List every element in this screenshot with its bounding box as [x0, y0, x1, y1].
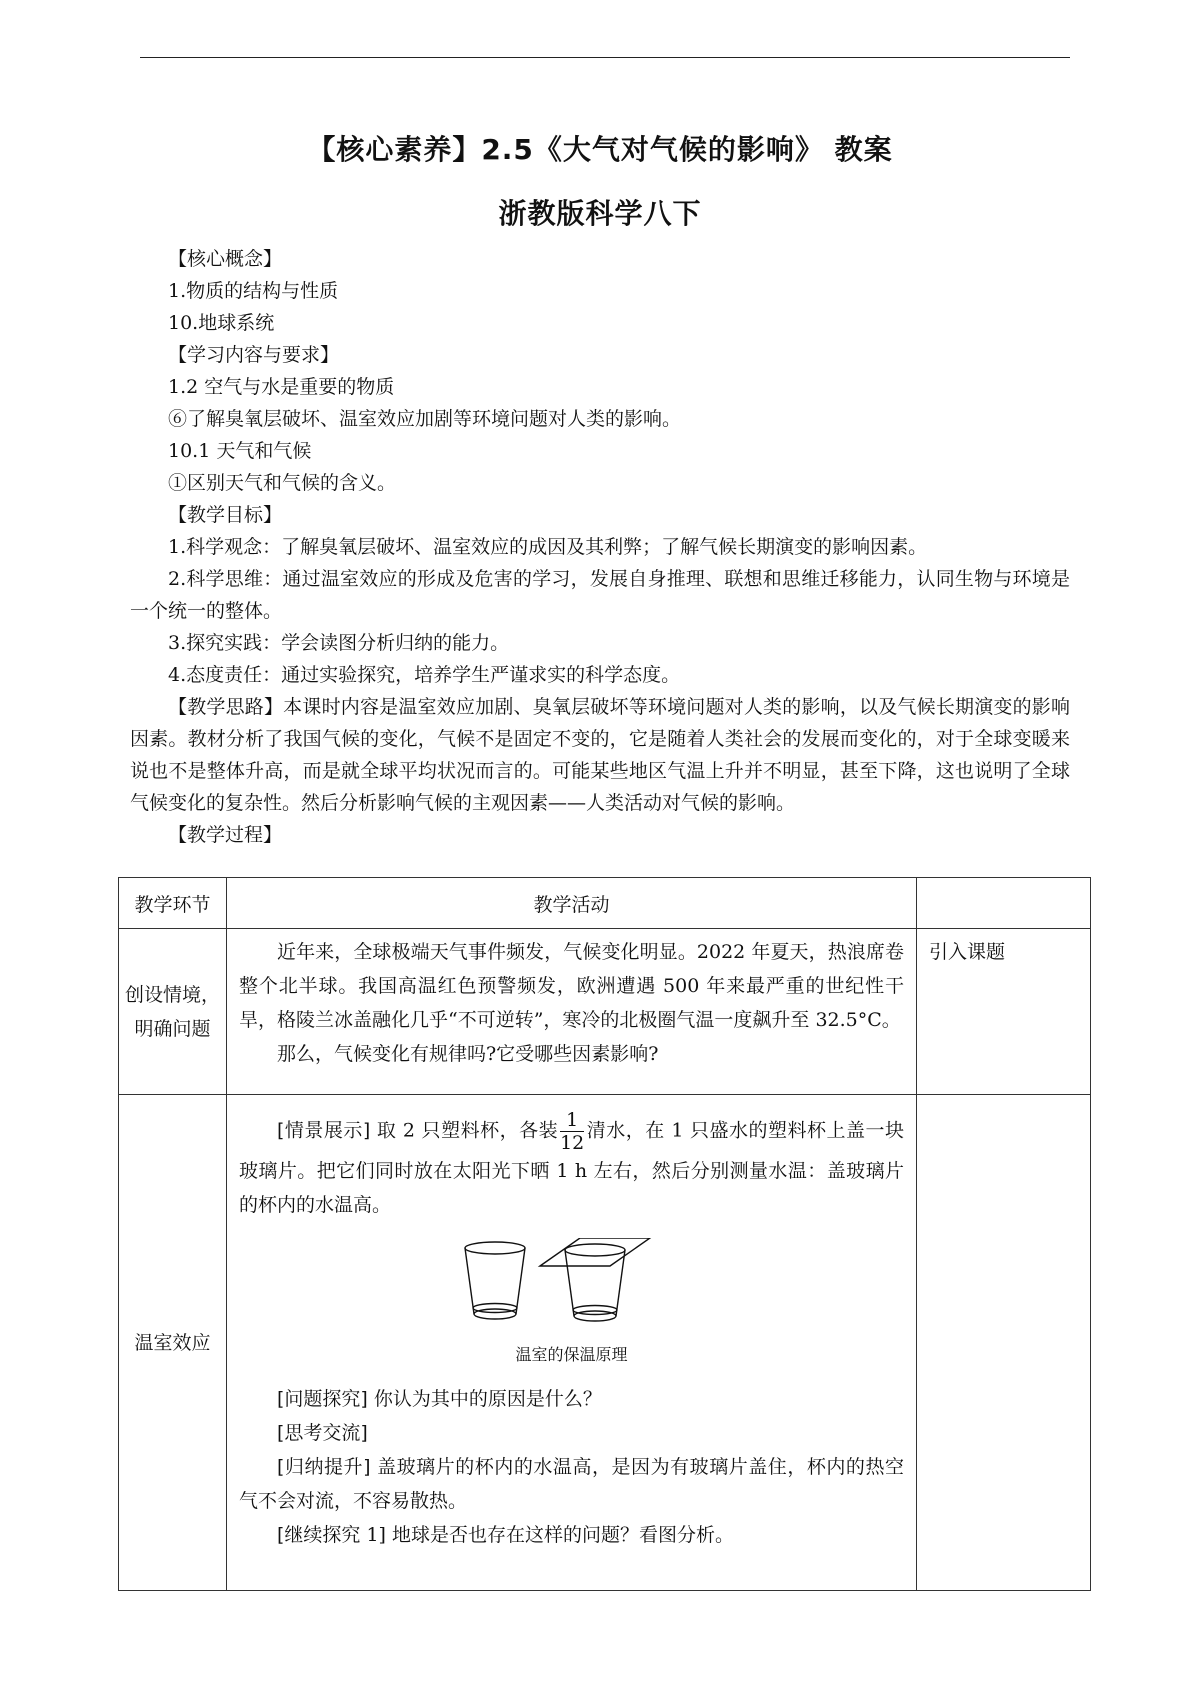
label-discussion: [思考交流]	[277, 1422, 368, 1444]
note-cell: 引入课题	[917, 929, 1091, 1095]
document-title: 【核心素养】2.5《大气对气候的影响》 教案	[307, 133, 893, 166]
paragraph: ①区别天气和气候的含义。	[168, 472, 397, 494]
paragraph: 2.科学思维：通过温室效应的形成及危害的学习，发展自身推理、联想和思维迁移能力，认同生物与环境是一个统一的整体。	[130, 568, 1070, 622]
table-header-row	[119, 878, 1091, 929]
document-body	[130, 243, 1070, 851]
paragraph: ⑥了解臭氧层破坏、温室效应加剧等环境问题对人类的影响。	[168, 408, 682, 430]
activity-text: 你认为其中的原因是什么？	[367, 1388, 602, 1410]
label-continue: [继续探究	[277, 1524, 361, 1546]
fraction-denominator: 12	[560, 1132, 585, 1154]
activity-text: 取 2 只塑料杯，各装	[370, 1119, 559, 1142]
activity-text: 清水，在 1 只盛水的塑料杯上盖一块玻璃片。把它们同时放在太阳光下晒 1 h 左右，然后分别测量水温：盖玻璃片的杯内的水温高。	[239, 1119, 904, 1216]
greenhouse-figure	[239, 1238, 904, 1372]
cups-illustration	[462, 1238, 682, 1328]
section-heading-core-concepts: 【核心概念】	[168, 248, 283, 270]
activity-paragraph	[239, 1109, 904, 1222]
paragraph: 4.态度责任：通过实验探究，培养学生严谨求实的科学态度。	[168, 664, 681, 686]
activity-paragraph	[239, 1450, 904, 1518]
section-heading-teaching-process: 【教学过程】	[168, 824, 283, 846]
paragraph: 10.地球系统	[168, 312, 275, 334]
header-rule	[140, 57, 1070, 58]
activity-text: 1] 地球是否也存在这样的问题？看图分析。	[360, 1524, 735, 1546]
stage-cell: 创设情境，明确问题	[119, 929, 227, 1095]
activity-text: 盖玻璃片的杯内的水温高，是因为有玻璃片盖住，杯内的热空气不会对流，不容易散热。	[239, 1456, 905, 1512]
label-question: [问题探究]	[277, 1388, 368, 1410]
activity-paragraph	[239, 1416, 904, 1450]
section-heading-teaching-goals: 【教学目标】	[168, 504, 283, 526]
paragraph: 1.物质的结构与性质	[168, 280, 339, 302]
paragraph: 3.探究实践：学会读图分析归纳的能力。	[168, 632, 510, 654]
table-row	[119, 929, 1091, 1095]
header-note	[917, 878, 1091, 929]
label-scenario: [情景展示]	[277, 1119, 371, 1142]
table-row	[119, 1095, 1091, 1591]
activity-cell	[227, 1095, 917, 1591]
label-summary: [归纳提升]	[277, 1456, 371, 1478]
figure-caption: 温室的保温原理	[515, 1345, 628, 1364]
paragraph: 1.科学观念：了解臭氧层破坏、温室效应的成因及其利弊；了解气候长期演变的影响因素。	[168, 536, 928, 558]
fraction-numerator: 1	[560, 1109, 584, 1132]
activity-paragraph: 近年来，全球极端天气事件频发，气候变化明显。2022 年夏天，热浪席卷整个北半球。我国高温红色预警频发，欧洲遭遇 500 年来最严重的世纪性干旱，格陵兰冰盖融化几乎“不可逆转”，寒冷的北极圈气温一度飙升至 32.5°C。	[239, 941, 904, 1031]
note-cell	[917, 1095, 1091, 1591]
document-subtitle: 浙教版科学八下	[498, 197, 702, 230]
stage-cell: 温室效应	[119, 1095, 227, 1591]
section-heading-learning-content: 【学习内容与要求】	[168, 344, 340, 366]
paragraph: 1.2 空气与水是重要的物质	[168, 376, 395, 398]
paragraph-teaching-approach: 【教学思路】本课时内容是温室效应加剧、臭氧层破坏等环境问题对人类的影响，以及气候长期演变的影响因素。教材分析了我国气候的变化，气候不是固定不变的，它是随着人类社会的发展而变化的，对于全球变暖来说也不是整体升高，而是就全球平均状况而言的。可能某些地区气温上升并不明显，甚至下降，这也说明了全球气候变化的复杂性。然后分析影响气候的主观因素——人类活动对气候的影响。	[130, 696, 1070, 814]
activity-paragraph	[239, 1518, 904, 1552]
header-activity: 教学活动	[227, 878, 917, 929]
header-stage: 教学环节	[119, 878, 227, 929]
paragraph: 10.1 天气和气候	[168, 440, 312, 462]
fraction	[560, 1109, 584, 1154]
activity-cell	[227, 929, 917, 1095]
activity-paragraph	[239, 1382, 904, 1416]
activity-paragraph: 那么，气候变化有规律吗?它受哪些因素影响?	[277, 1043, 659, 1065]
teaching-process-table	[118, 877, 1091, 1591]
